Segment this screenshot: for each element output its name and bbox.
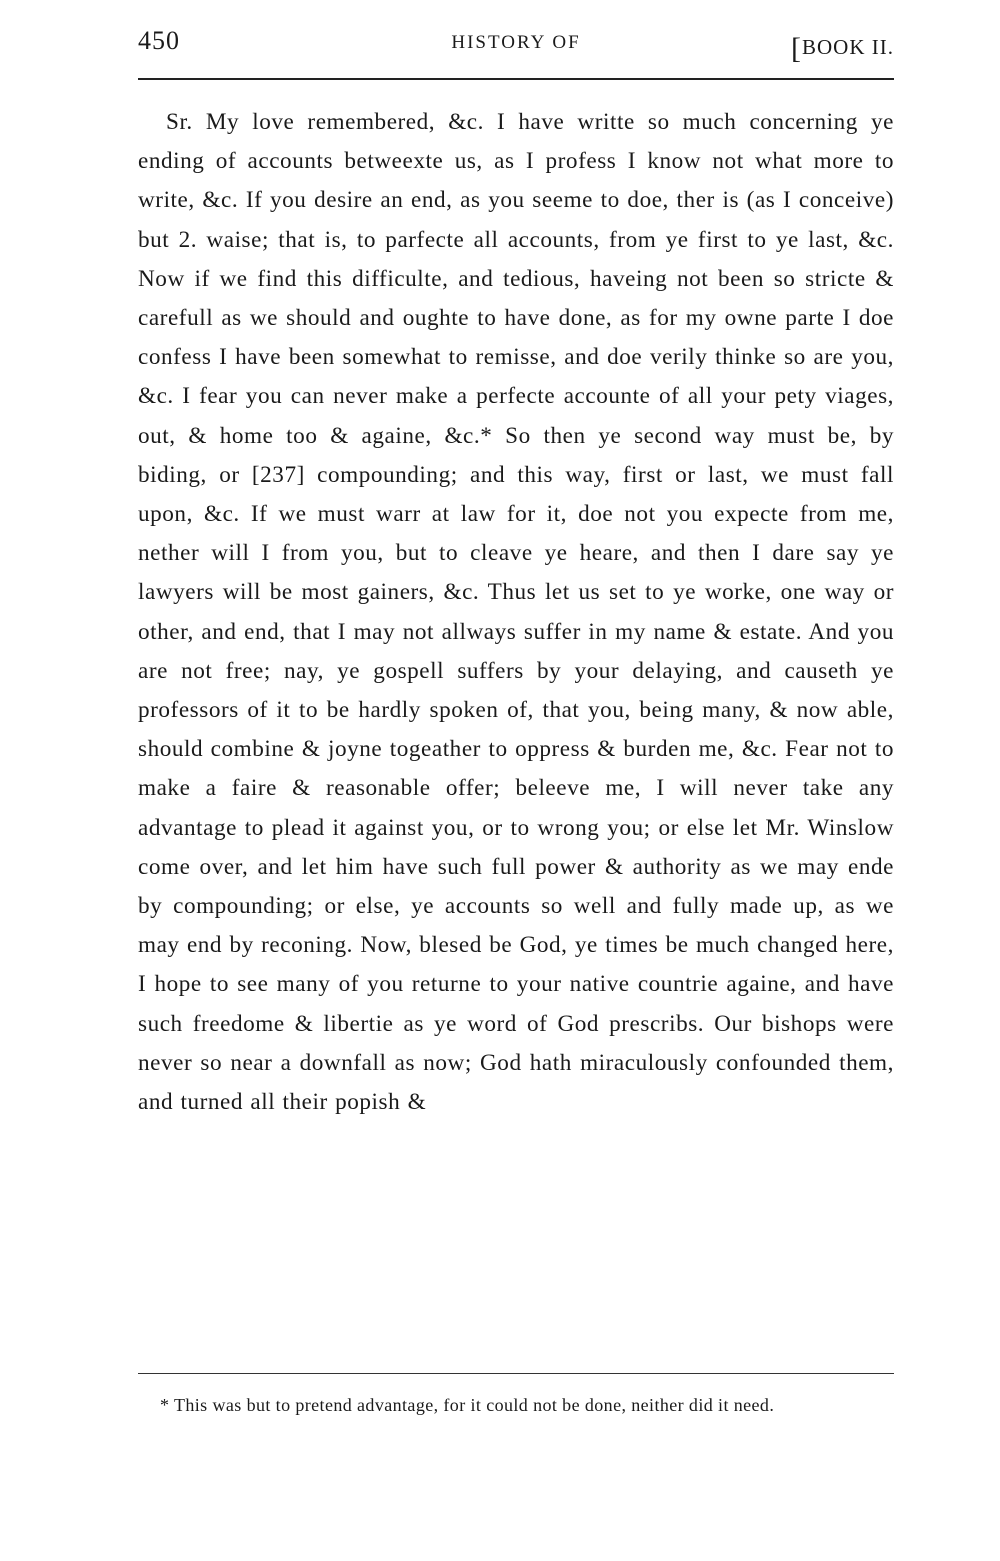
header-rule bbox=[138, 78, 894, 80]
footnote: * This was but to pretend advantage, for it could not be done, neither did it need. bbox=[160, 1395, 775, 1415]
book-reference-bracket: [ bbox=[791, 32, 802, 65]
book-reference-label: BOOK II. bbox=[802, 35, 894, 59]
running-title: HISTORY OF bbox=[451, 32, 581, 53]
page-header bbox=[138, 22, 894, 66]
page-number: 450 bbox=[138, 26, 180, 55]
footnote-rule bbox=[138, 1373, 894, 1374]
letter-paragraph: Sr. My love remembered, &c. I have writte so much concerning ye ending of accounts betweexte us, as I profess I know not what more to write, &c. If you desire an end, as you seeme to doe, ther is (as I conceive) but 2. waise; that is, to parfecte all accounts, from ye first to ye last, &c. Now if we find this difficulte, and tedious, haveing not been so stricte & carefull as we should and oughte to have done, as for my owne parte I doe confess I have been somewhat to remisse, and doe verily thinke so are you, &c. I fear you can never make a perfecte accounte of all your pety viages, out, & home too & againe, &c.* So then ye second way must be, by biding, or [237] compounding; and this way, first or last, we must fall upon, &c. If we must warr at law for it, doe not you expecte from me, nether will I from you, but to cleave ye heare, and then I dare say ye lawyers will be most gainers, &c. Thus let us set to ye worke, one way or other, and end, that I may not allways suffer in my name & estate. And you are not free; nay, ye gospell suffers by your delaying, and causeth ye professors of it to be hardly spoken of, that you, being many, & now able, should combine & joyne togeather to oppress & burden me, &c. Fear not to make a faire & reasonable offer; beleeve me, I will never take any advantage to plead it against you, or to wrong you; or else let Mr. Winslow come over, and let him have such full power & authority as we may ende by compounding; or else, ye accounts so well and fully made up, as we may end by reconing. Now, blesed be God, ye times be much changed here, I hope to see many of you returne to your native countrie againe, and have such freedome & libertie as ye word of God prescribs. Our bishops were never so near a downfall as now; God hath miraculously confounded them, and turned all their popish & bbox=[138, 109, 894, 1116]
book-reference bbox=[791, 28, 894, 65]
